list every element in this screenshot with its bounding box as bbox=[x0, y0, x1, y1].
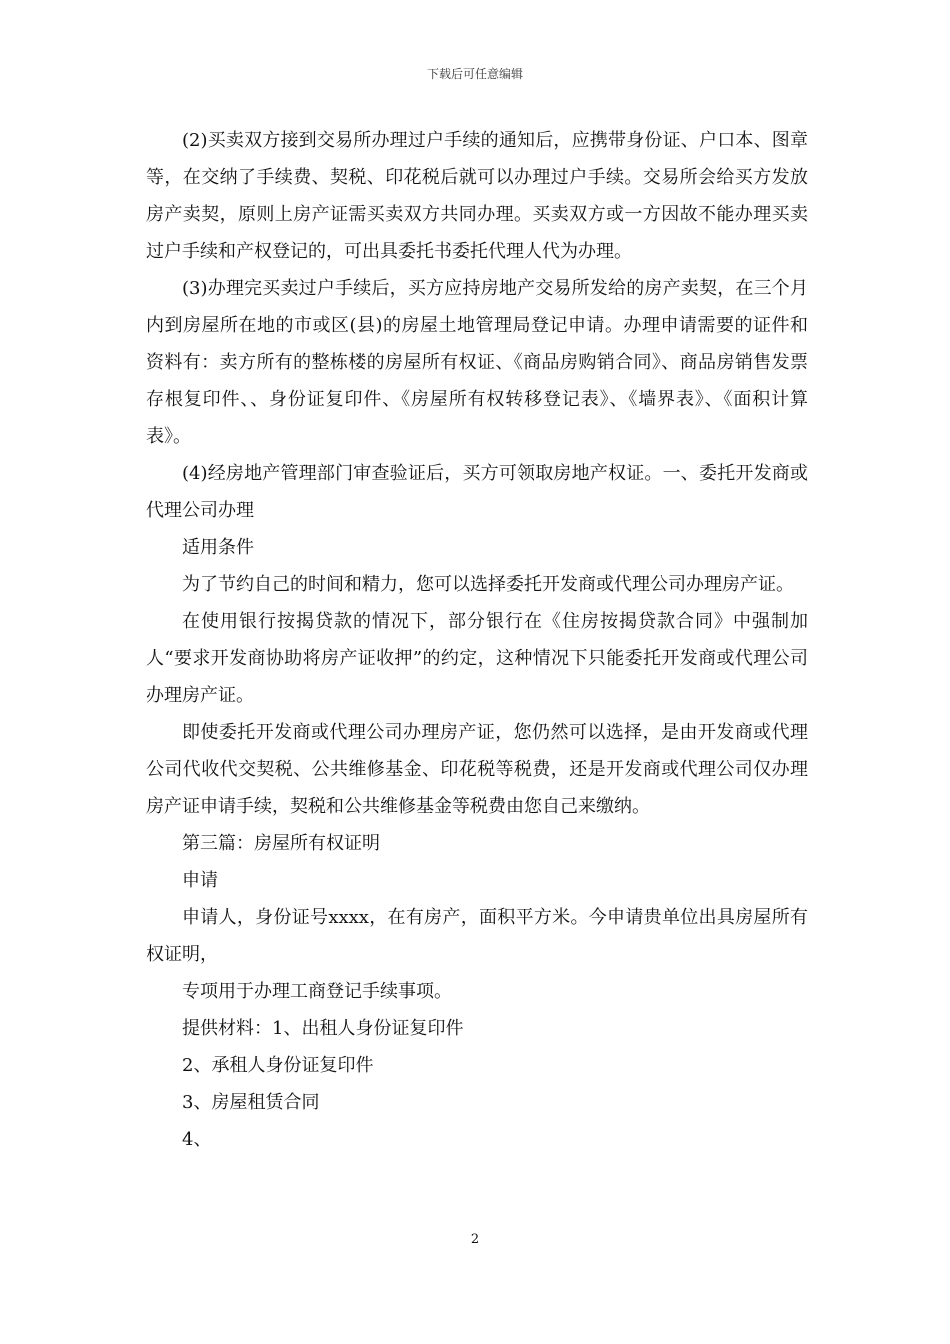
page-header: 下载后可任意编辑 bbox=[426, 67, 523, 81]
paragraph-purpose: 专项用于办理工商登记手续事项。 bbox=[182, 981, 452, 1002]
materials-item-3: 3、房屋租赁合同 bbox=[182, 1092, 320, 1113]
paragraph-registration-application: (3)办理完买卖过户手续后，买方应持房地产交易所发给的房产卖契，在三个月内到房屋所在地的市或区(县)的房屋土地管理局登记申请。办理申请需要的证件和资料有：卖方所有的整栋楼的房屋所有权证、《商品房购销合同》、商品房销售发票存根复印件、、身份证复印件、《房屋所有权转移登记表》、《墙界表》、《面积计算表》。 bbox=[146, 278, 808, 447]
materials-item-2: 2、承租人身份证复印件 bbox=[182, 1055, 374, 1076]
paragraph-applicable-conditions: 适用条件 bbox=[182, 537, 254, 558]
document-body bbox=[146, 122, 808, 1158]
section-heading: 第三篇：房屋所有权证明 bbox=[182, 833, 380, 854]
paragraph-transfer-procedure: (2)买卖双方接到交易所办理过户手续的通知后，应携带身份证、户口本、图章等，在交纳了手续费、契税、印花税后就可以办理过户手续。交易所会给买方发放房产卖契，原则上房产证需买卖双方共同办理。买卖双方或一方因故不能办理买卖过户手续和产权登记的，可出具委托书委托代理人代为办理。 bbox=[146, 130, 808, 262]
materials-item-4: 4、 bbox=[182, 1129, 212, 1150]
page-number: 2 bbox=[470, 1232, 480, 1247]
paragraph-mortgage-case: 在使用银行按揭贷款的情况下，部分银行在《住房按揭贷款合同》中强制加人“要求开发商协助将房产证收押”的约定，这种情况下只能委托开发商或代理公司办理房产证。 bbox=[146, 611, 808, 706]
materials-item-1: 提供材料：1、出租人身份证复印件 bbox=[182, 1018, 464, 1039]
paragraph-save-time: 为了节约自己的时间和精力，您可以选择委托开发商或代理公司办理房产证。 bbox=[182, 574, 794, 595]
paragraph-applicant-statement: 申请人，身份证号xxxx，在有房产，面积平方米。今申请贵单位出具房屋所有权证明， bbox=[146, 907, 808, 965]
application-title: 申请 bbox=[182, 870, 218, 891]
paragraph-certificate-collection: (4)经房地产管理部门审查验证后，买方可领取房地产权证。一、委托开发商或代理公司办理 bbox=[146, 463, 808, 521]
paragraph-tax-options: 即使委托开发商或代理公司办理房产证，您仍然可以选择，是由开发商或代理公司代收代交契税、公共维修基金、印花税等税费，还是开发商或代理公司仅办理房产证申请手续，契税和公共维修基金等税费由您自己来缴纳。 bbox=[146, 722, 808, 817]
